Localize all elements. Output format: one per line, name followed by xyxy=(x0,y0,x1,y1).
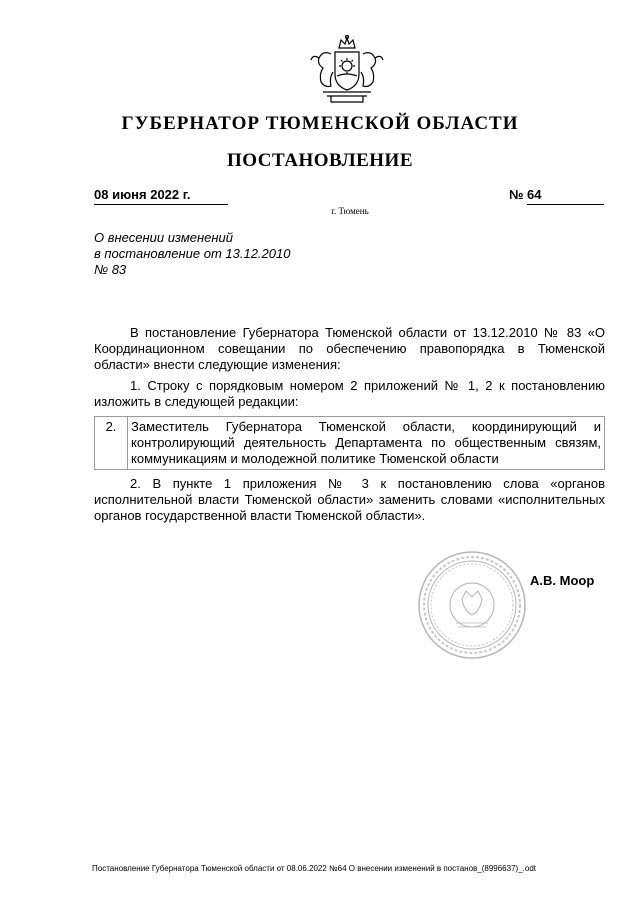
body-item2-paragraph xyxy=(94,476,605,524)
document-date: 08 июня 2022 г. xyxy=(94,187,228,205)
number-sign: № xyxy=(509,187,524,202)
official-seal-icon xyxy=(416,549,528,661)
table-cell-text: Заместитель Губернатора Тюменской области, координирующий и контролирующий деятельность Департамента по общественным связям, коммуникациям и молодежной политике Тюменской области xyxy=(128,417,605,470)
document-type: ПОСТАНОВЛЕНИЕ xyxy=(226,150,414,171)
subject-line: в постановление от 13.12.2010 xyxy=(94,246,291,261)
subject-line: О внесении изменений xyxy=(94,230,233,245)
body-item1-paragraph xyxy=(94,378,605,410)
table-row xyxy=(95,417,605,470)
document-subject xyxy=(94,230,290,278)
governor-title: ГУБЕРНАТОР ТЮМЕНСКОЙ ОБЛАСТИ xyxy=(121,113,519,134)
body-intro-paragraph xyxy=(94,325,605,373)
coat-of-arms-icon xyxy=(301,34,393,106)
item2-text: 2. В пункте 1 приложения № 3 к постановлению слова «органов исполнительной власти Тюменской области» заменить словами «исполнительных органов государственной власти Тюменской области». xyxy=(94,476,605,523)
city: г. Тюмень xyxy=(331,206,369,216)
intro-text: В постановление Губернатора Тюменской области от 13.12.2010 № 83 «О Координационном совещании по обеспечению правопорядка в Тюменской области» внести следующие изменения: xyxy=(94,325,605,372)
document-number: 64 xyxy=(527,187,604,205)
amendment-table xyxy=(94,416,605,470)
table-cell-number: 2. xyxy=(95,417,128,470)
page-footer: Постановление Губернатора Тюменской области от 08.06.2022 №64 О внесении изменений в постанов_(8996637)_.odt xyxy=(92,864,536,873)
signer-name: А.В. Моор xyxy=(530,573,595,588)
item1-text: 1. Строку с порядковым номером 2 приложений № 1, 2 к постановлению изложить в следующей редакции: xyxy=(94,378,605,409)
subject-line: № 83 xyxy=(94,262,127,277)
